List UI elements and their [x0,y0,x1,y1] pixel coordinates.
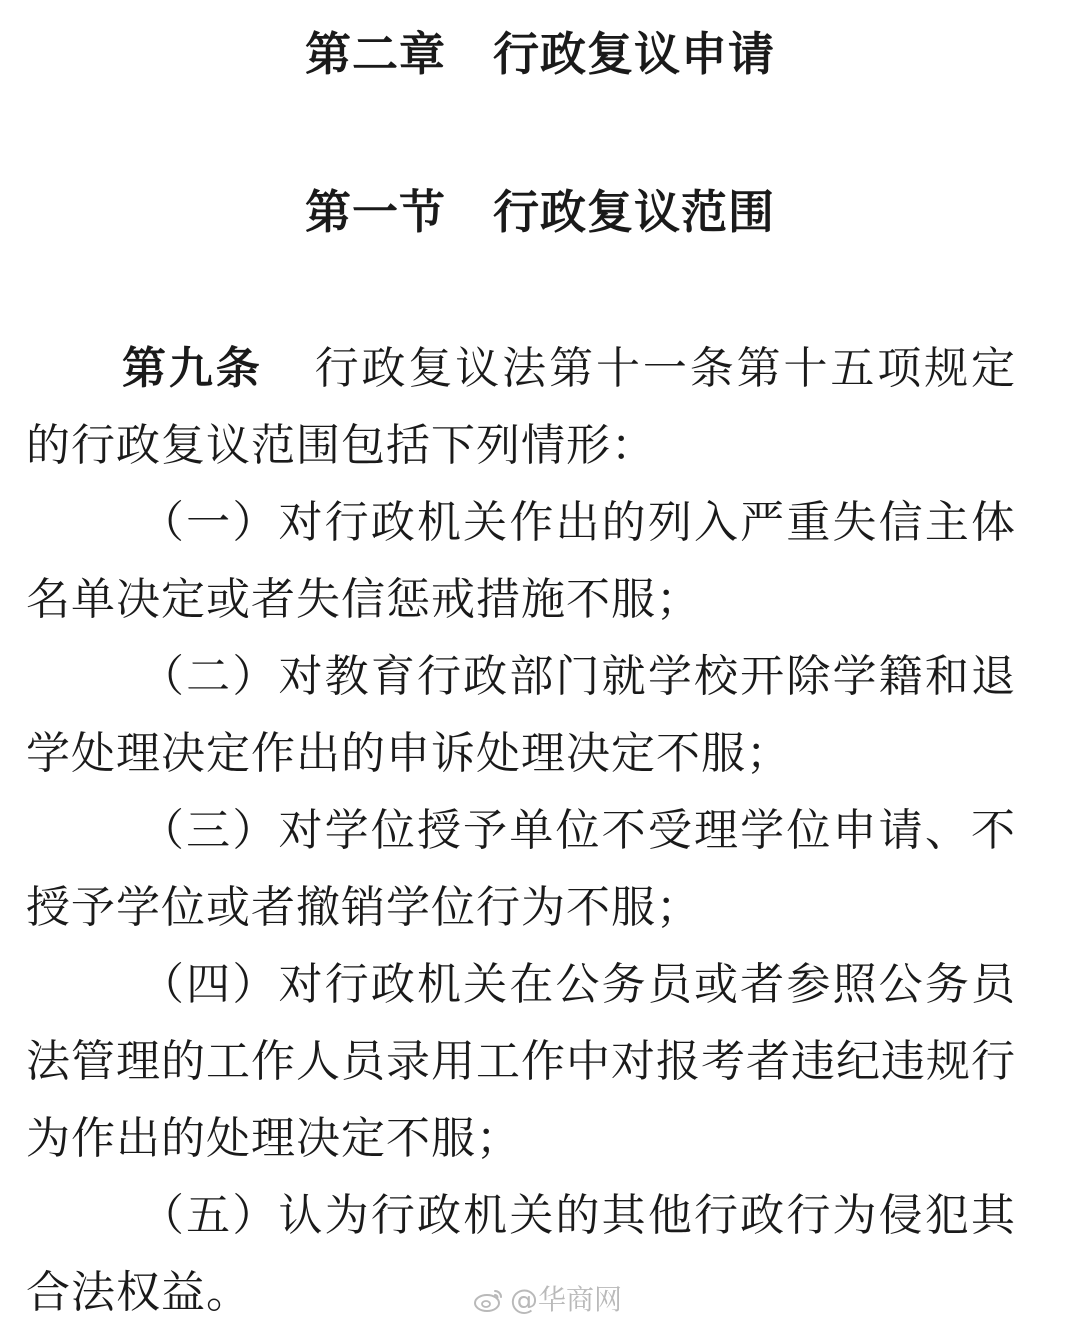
article-item-3: （三）对学位授予单位不受理学位申请、不授予学位或者撤销学位行为不服； [26,805,1016,933]
article-body [26,330,1016,1331]
chapter-heading: 第二章 行政复议申请 [305,27,775,81]
weibo-icon [474,1287,504,1313]
article-item-2: （二）对教育行政部门就学校开除学籍和退学处理决定作出的申诉处理决定不服； [26,651,1016,779]
article-intro: 行政复议法第十一条第十五项规定的行政复议范围包括下列情形： [26,343,1017,471]
article-item-4: （四）对行政机关在公务员或者参照公务员法管理的工作人员录用工作中对报考者违纪违规行为作出的处理决定不服； [26,959,1016,1164]
watermark-text: @华商网 [509,1283,622,1316]
article-item-5: （五）认为行政机关的其他行政行为侵犯其合法权益。 [26,1190,1016,1318]
watermark [474,1283,622,1317]
section-heading: 第一节 行政复议范围 [305,185,775,239]
article-number: 第九条 [122,343,263,394]
article-item-1: （一）对行政机关作出的列入严重失信主体名单决定或者失信惩戒措施不服； [26,497,1016,625]
article-intro-paragraph [26,330,1016,484]
